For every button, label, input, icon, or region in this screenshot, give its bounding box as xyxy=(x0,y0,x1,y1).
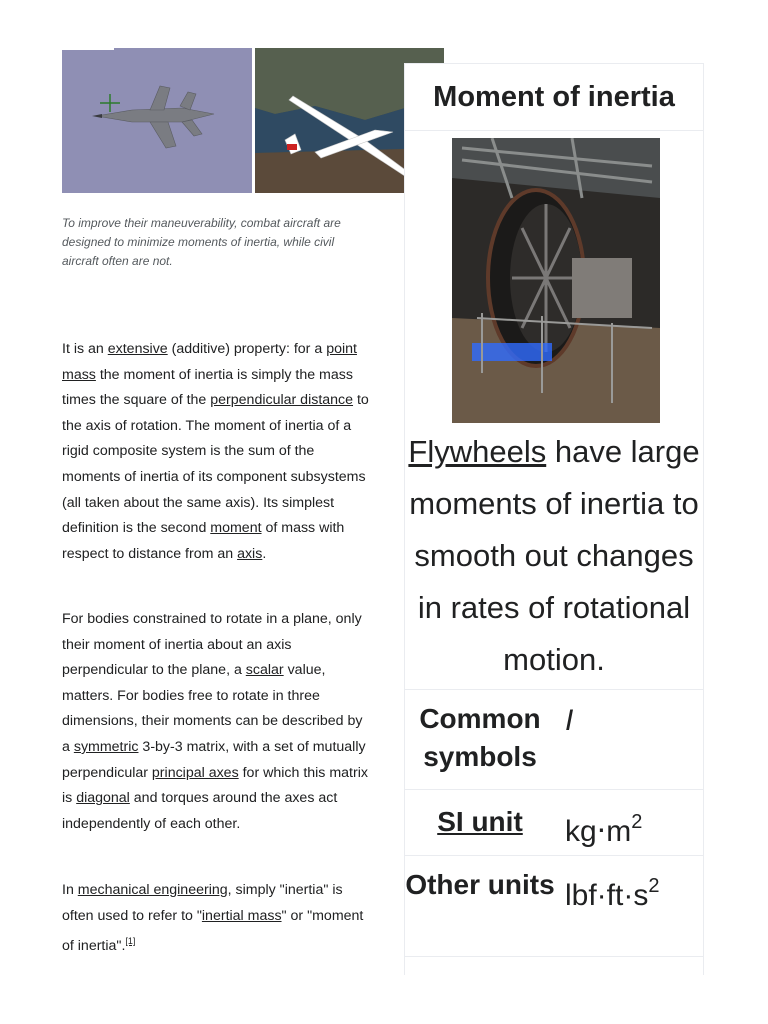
link-inertial-mass[interactable]: inertial mass xyxy=(201,907,282,924)
infobox-label xyxy=(405,803,555,841)
text: For bodies constrained to rotate in a plane, only their moment of inertia about an axis perpendicular to the plane, a xyxy=(62,611,362,679)
link-extensive[interactable]: extensive xyxy=(107,341,168,357)
infobox-row-other-units xyxy=(405,855,703,957)
text: 3-by-3 matrix, with a set of mutually perpendicular xyxy=(62,738,366,781)
unit-value: lbf·ft·s xyxy=(565,879,649,912)
infobox-title: Moment of inertia xyxy=(405,64,703,131)
link-principal-axes[interactable]: principal axes xyxy=(151,764,239,781)
infobox-row-si-unit xyxy=(405,789,703,856)
infobox-label: Other units xyxy=(405,869,555,900)
infobox xyxy=(404,63,704,975)
infobox-value xyxy=(565,803,642,851)
link-diagonal[interactable]: diagonal xyxy=(76,790,130,807)
link-flywheels[interactable]: Flywheels xyxy=(408,434,547,469)
link-si-unit[interactable]: SI unit xyxy=(437,806,523,837)
text: . xyxy=(262,545,267,562)
link-scalar[interactable]: scalar xyxy=(245,662,284,679)
text: to the axis of rotation. The moment of inertia of a rigid composite system is the sum of the moments of inertia of its component subsystems (all taken about the same axis). Its simplest definition is the second xyxy=(62,392,369,537)
link-symmetric[interactable]: symmetric xyxy=(73,738,139,755)
link-perpendicular-distance[interactable]: perpendicular distance xyxy=(210,392,354,409)
text: In xyxy=(62,882,78,898)
flywheel-image[interactable] xyxy=(452,138,660,423)
text: , simply "inertia" is often used to refer to " xyxy=(62,882,343,924)
unit-value: kg⋅m xyxy=(565,815,632,848)
combat-aircraft-image[interactable] xyxy=(62,48,252,193)
infobox-row-common-symbols xyxy=(405,689,703,790)
link-point-mass[interactable]: point mass xyxy=(62,341,357,383)
paragraph-mechanical-engineering xyxy=(62,878,374,960)
text: (additive) property: for a xyxy=(167,341,327,357)
text: and torques around the axes act independently of each other. xyxy=(62,790,338,832)
text: It is an xyxy=(62,341,108,357)
gallery-caption: To improve their maneuverability, combat aircraft are designed to minimize moments of inertia, while civil aircraft often are not. xyxy=(62,216,341,268)
infobox-caption xyxy=(405,426,703,686)
infobox-value xyxy=(565,702,573,740)
unit-exponent: 2 xyxy=(631,811,643,833)
link-moment[interactable]: moment xyxy=(210,520,262,537)
text: for which this matrix is xyxy=(62,764,368,807)
text: of mass with respect to distance from an xyxy=(62,520,345,562)
text: " or "moment of inertia". xyxy=(62,907,364,955)
infobox-caption-text: have large moments of inertia to smooth out changes in rates of rotational motion. xyxy=(409,434,700,677)
infobox-label: Common symbols xyxy=(419,703,541,772)
text: the moment of inertia is simply the mass times the square of the xyxy=(62,366,353,409)
symbol-value: I xyxy=(565,704,574,737)
paragraph-extensive-property xyxy=(62,337,374,567)
infobox-value xyxy=(565,867,659,915)
link-axis[interactable]: axis xyxy=(237,545,263,562)
text: value, matters. For bodies free to rotate in three dimensions, their moments can be described by a xyxy=(62,662,363,755)
paragraph-plane-rotation xyxy=(62,607,374,837)
reference-link[interactable]: [1] xyxy=(125,936,136,947)
unit-exponent: 2 xyxy=(648,875,660,897)
link-mechanical-engineering[interactable]: mechanical engineering xyxy=(77,882,228,898)
